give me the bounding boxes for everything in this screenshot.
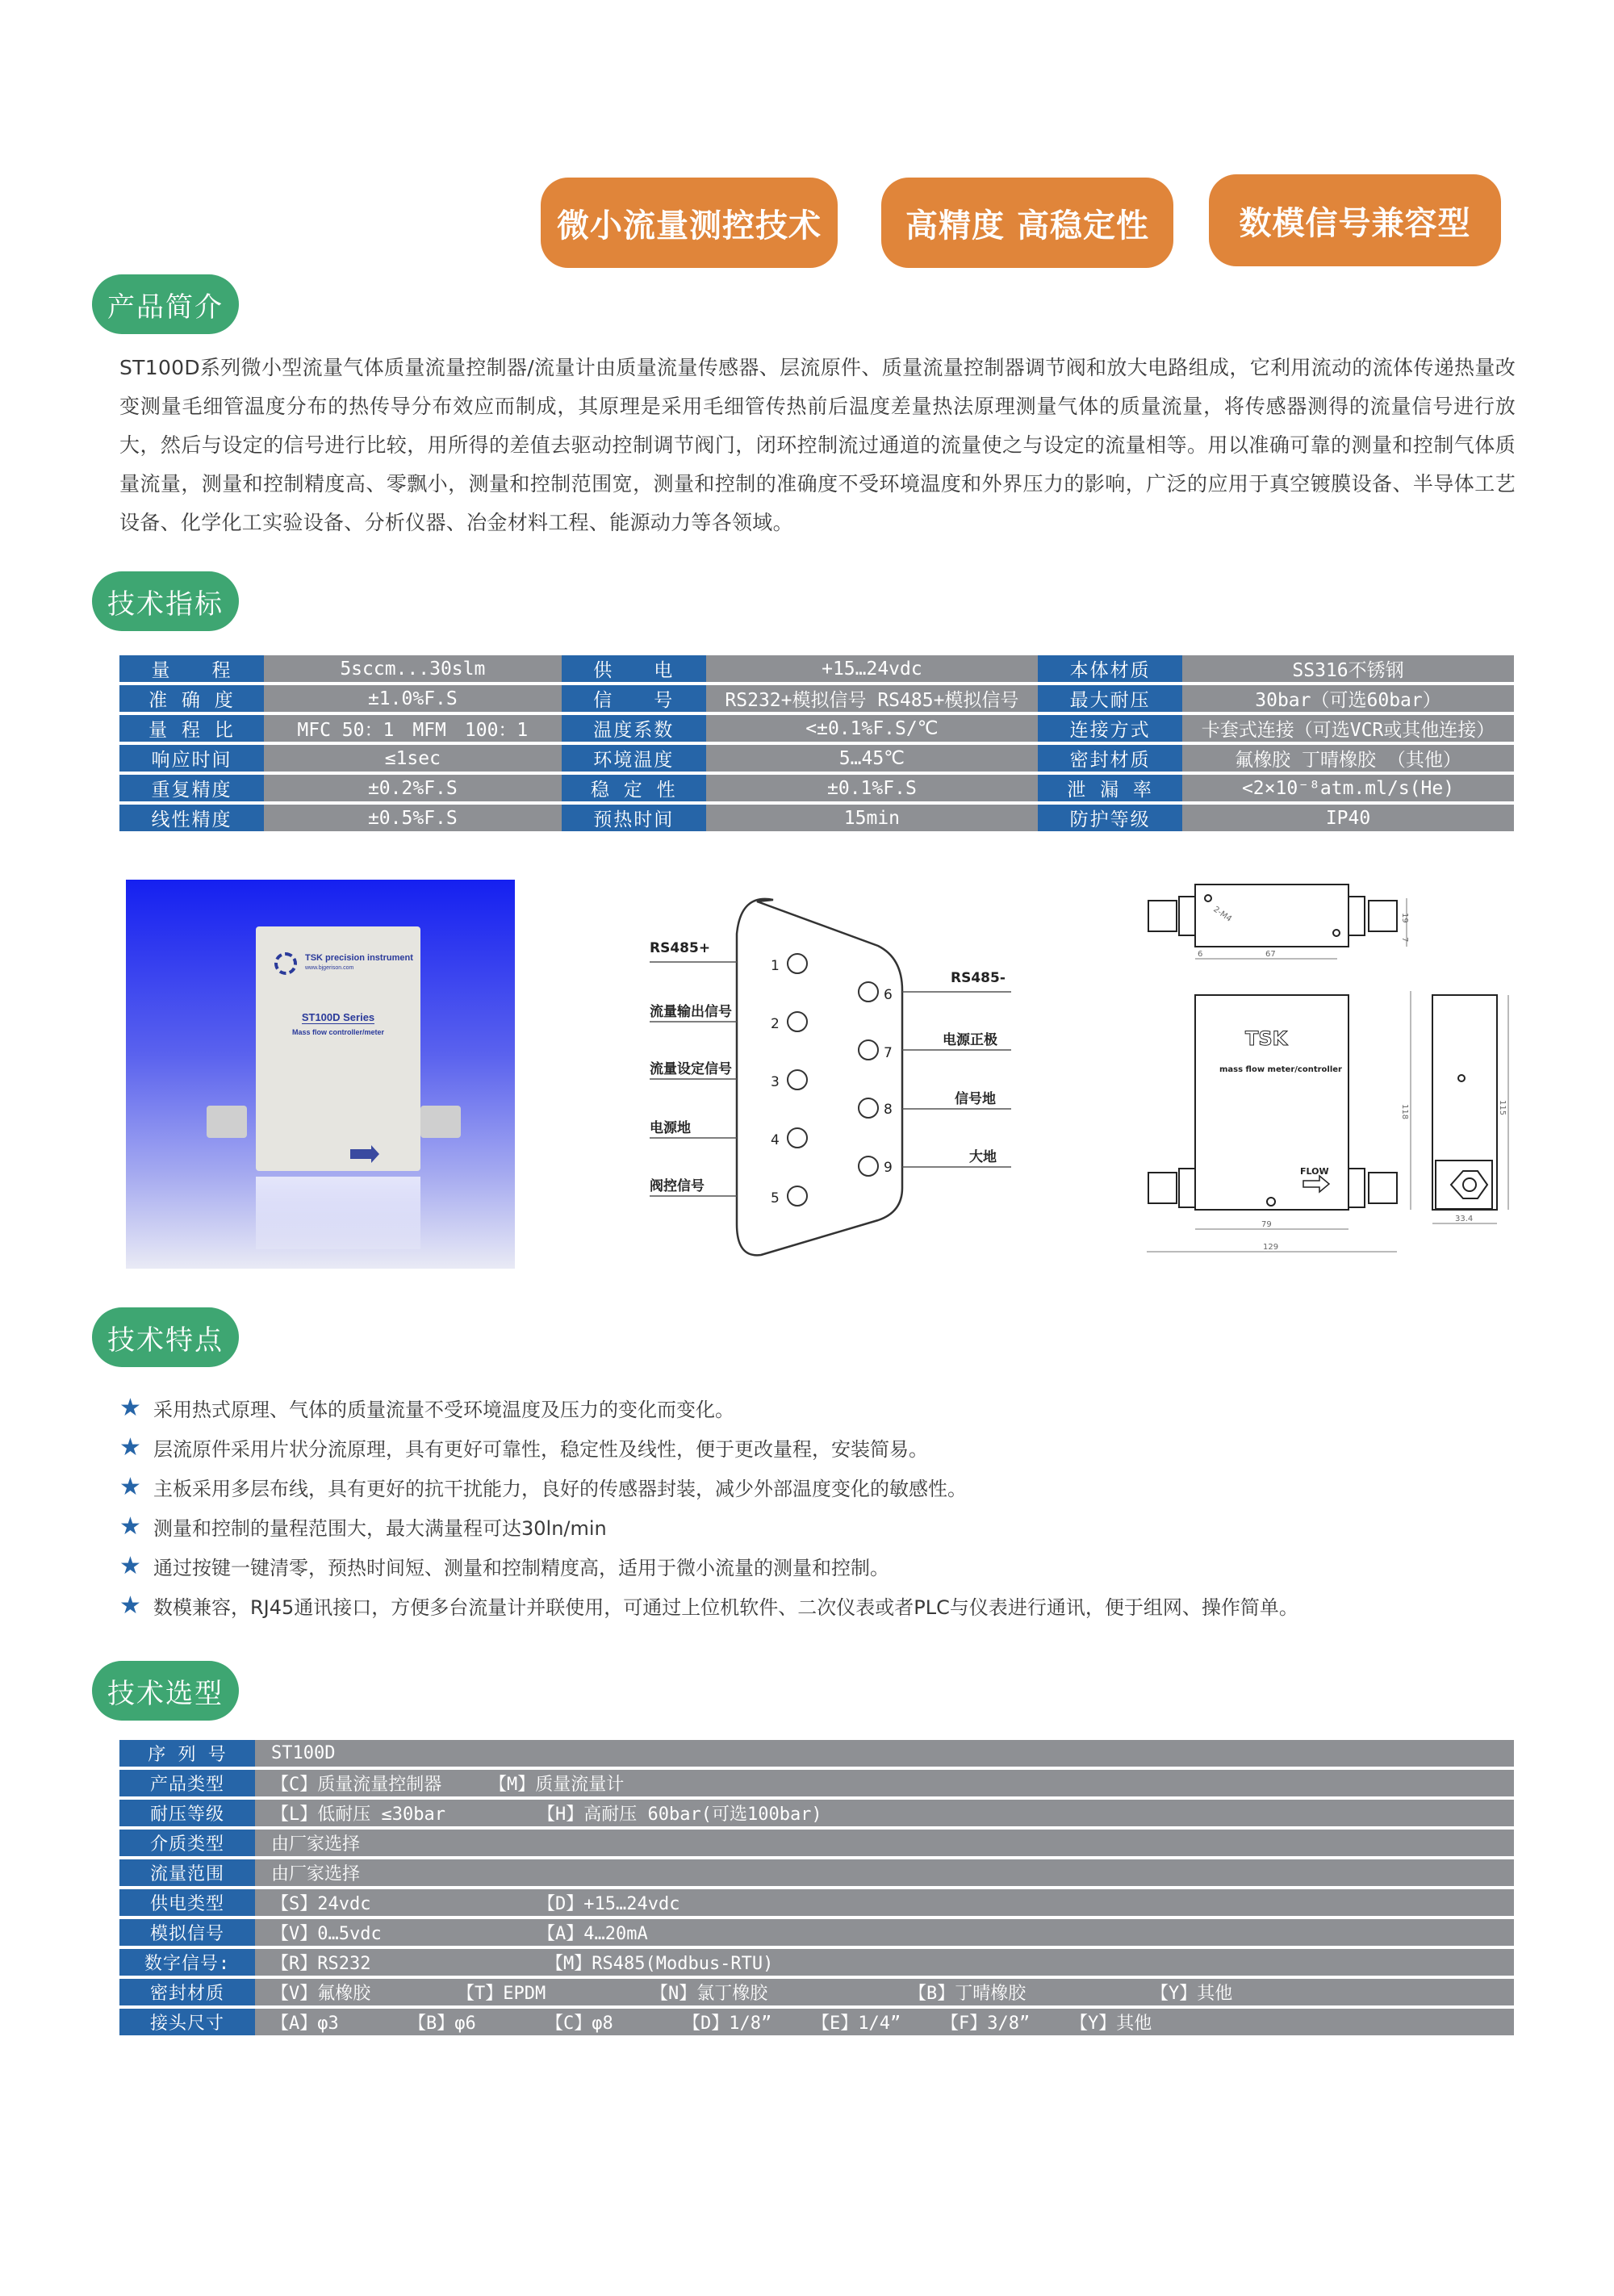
selection-label: 接头尺寸 bbox=[119, 2009, 255, 2035]
selection-label: 密封材质 bbox=[119, 1979, 255, 2005]
selection-option: 【S】24vdc bbox=[271, 1894, 371, 1914]
spec-value: 卡套式连接（可选VCR或其他连接） bbox=[1182, 715, 1514, 742]
spec-row bbox=[119, 685, 1514, 712]
selection-option: 【B】φ6 bbox=[408, 2014, 476, 2034]
selection-options bbox=[255, 1889, 1514, 1916]
pin-number-8: 8 bbox=[884, 1102, 893, 1118]
pin-number-4: 4 bbox=[771, 1132, 780, 1148]
pin-number-3: 3 bbox=[771, 1074, 780, 1090]
selection-option: 【M】质量流量计 bbox=[489, 1775, 625, 1795]
selection-label: 流量范围 bbox=[119, 1859, 255, 1886]
svg-text:19: 19 bbox=[1400, 913, 1409, 923]
svg-text:2-M4: 2-M4 bbox=[1211, 905, 1234, 924]
subtitle-text: Mass flow controller/meter bbox=[291, 1028, 385, 1036]
selection-option: 【B】丁晴橡胶 bbox=[909, 1984, 1027, 2004]
pin-number-6: 6 bbox=[884, 987, 893, 1003]
spec-value: ±0.5%F.S bbox=[264, 805, 562, 831]
section-title-selection: 技术选型 bbox=[92, 1661, 239, 1721]
spec-label: 响应时间 bbox=[119, 745, 264, 772]
selection-row bbox=[119, 1800, 1514, 1826]
pin-number-1: 1 bbox=[771, 958, 780, 974]
spec-value: 15min bbox=[706, 805, 1038, 831]
selection-label: 供电类型 bbox=[119, 1889, 255, 1916]
selection-row bbox=[119, 1949, 1514, 1976]
spec-value: MFC 50：1 MFM 100：1 bbox=[264, 715, 562, 742]
spec-row bbox=[119, 715, 1514, 742]
spec-value: <2×10⁻⁸atm.ml/s(He) bbox=[1182, 775, 1514, 801]
feature-item: ★ 层流原件采用片状分流原理，具有更好可靠性，稳定性及线性，便于更改量程，安装简易。 bbox=[119, 1433, 928, 1462]
section-title-intro: 产品简介 bbox=[92, 274, 239, 334]
selection-row bbox=[119, 1740, 1514, 1767]
svg-text:129: 129 bbox=[1263, 1243, 1279, 1252]
spec-label: 信 号 bbox=[562, 685, 706, 712]
selection-row bbox=[119, 1919, 1514, 1946]
reflection bbox=[256, 1177, 420, 1249]
spec-label: 泄 漏 率 bbox=[1038, 775, 1182, 801]
selection-row bbox=[119, 2009, 1514, 2035]
spec-label: 预热时间 bbox=[562, 805, 706, 831]
spec-label: 线性精度 bbox=[119, 805, 264, 831]
spec-label: 本体材质 bbox=[1038, 655, 1182, 682]
svg-text:79: 79 bbox=[1261, 1220, 1272, 1229]
badge-high-precision: 高精度 高稳定性 bbox=[881, 178, 1173, 268]
outlet-fitting bbox=[420, 1106, 461, 1138]
selection-option: 【D】1/8” bbox=[683, 2014, 772, 2034]
selection-label: 耐压等级 bbox=[119, 1800, 255, 1826]
spec-value: 30bar（可选60bar） bbox=[1182, 685, 1514, 712]
spec-label: 环境温度 bbox=[562, 745, 706, 772]
spec-value: ±0.1%F.S bbox=[706, 775, 1038, 801]
spec-value: 5…45℃ bbox=[706, 745, 1038, 772]
selection-options bbox=[255, 1859, 1514, 1886]
flow-arrow-icon bbox=[1303, 1176, 1329, 1192]
selection-row bbox=[119, 1859, 1514, 1886]
pin-number-2: 2 bbox=[771, 1016, 780, 1032]
selection-option: 由厂家选择 bbox=[271, 1864, 361, 1884]
selection-options bbox=[255, 1830, 1514, 1856]
selection-label: 序 列 号 bbox=[119, 1740, 255, 1767]
spec-label: 准 确 度 bbox=[119, 685, 264, 712]
selection-table bbox=[119, 1737, 1514, 2039]
logo-gear-icon bbox=[274, 952, 297, 975]
svg-text:7: 7 bbox=[1400, 937, 1409, 943]
pin-label-6: RS485- bbox=[951, 970, 1006, 986]
pinout-diagram bbox=[632, 885, 1017, 1259]
spec-value: 5sccm...30slm bbox=[264, 655, 562, 682]
spec-value: IP40 bbox=[1182, 805, 1514, 831]
feature-item: ★ 主板采用多层布线，具有更好的抗干扰能力，良好的传感器封装，减少外部温度变化的敏感性。 bbox=[119, 1473, 967, 1501]
selection-label: 介质类型 bbox=[119, 1830, 255, 1856]
feature-item: ★ 数模兼容，RJ45通讯接口，方便多台流量计并联使用，可通过上位机软件、二次仪表或者PLC与仪表进行通讯，便于组网、操作简单。 bbox=[119, 1591, 1298, 1620]
spec-value: ≤1sec bbox=[264, 745, 562, 772]
pin-number-5: 5 bbox=[771, 1190, 780, 1207]
svg-text:33.4: 33.4 bbox=[1455, 1215, 1474, 1223]
selection-option: 【N】氯丁橡胶 bbox=[650, 1984, 768, 2004]
pin-label-7: 电源正极 bbox=[943, 1032, 997, 1048]
selection-option: 【E】1/4” bbox=[812, 2014, 901, 2034]
selection-label: 产品类型 bbox=[119, 1770, 255, 1796]
spec-label: 重复精度 bbox=[119, 775, 264, 801]
selection-option: 【D】+15…24vdc bbox=[537, 1894, 680, 1914]
spec-row bbox=[119, 775, 1514, 801]
svg-text:118: 118 bbox=[1400, 1104, 1409, 1120]
pin-label-4: 电源地 bbox=[650, 1120, 691, 1136]
selection-option: 【T】EPDM bbox=[457, 1984, 546, 2004]
technical-drawing-icon bbox=[1132, 874, 1536, 1261]
pin-label-8: 信号地 bbox=[955, 1091, 996, 1107]
intro-paragraph: ST100D系列微小型流量气体质量流量控制器/流量计由质量流量传感器、层流原件、质量流量控制器调节阀和放大电路组成，它利用流动的流体传递热量改变测量毛细管温度分布的热传导分布效应而制成，其原理是采用毛细管传热前后温度差量热法原理测量气体的质量流量，将传感器测得的流量信号进行放大，然后与设定的信号进行比较，用所得的差值去驱动控制调节阀门，闭环控制流过通道的流量使之与设定的流量相等。用以准确可靠的测量和控制气体质量流量，测量和控制精度高、零飘小，测量和控制范围宽，测量和控制的准确度不受环境温度和外界压力的影响，广泛的应用于真空镀膜设备、半导体工艺设备、化学化工实验设备、分析仪器、冶金材料工程、能源动力等各领域。 bbox=[119, 356, 1516, 534]
spec-value: RS232+模拟信号 RS485+模拟信号 bbox=[706, 685, 1038, 712]
spec-row bbox=[119, 655, 1514, 682]
spec-label: 温度系数 bbox=[562, 715, 706, 742]
spec-label: 量 程 bbox=[119, 655, 264, 682]
spec-value: ±1.0%F.S bbox=[264, 685, 562, 712]
selection-row bbox=[119, 1979, 1514, 2005]
spec-label: 连接方式 bbox=[1038, 715, 1182, 742]
star-icon: ★ bbox=[119, 1512, 141, 1541]
selection-label: 数字信号: bbox=[119, 1949, 255, 1976]
star-icon: ★ bbox=[119, 1473, 141, 1501]
url-text: www.bjgerison.com bbox=[305, 965, 354, 971]
svg-text:mass flow meter/controller: mass flow meter/controller bbox=[1219, 1065, 1342, 1074]
selection-options bbox=[255, 1770, 1514, 1796]
selection-option: 【C】φ8 bbox=[546, 2014, 613, 2034]
inlet-fitting bbox=[207, 1106, 247, 1138]
spec-value: +15…24vdc bbox=[706, 655, 1038, 682]
spec-value: <±0.1%F.S/℃ bbox=[706, 715, 1038, 742]
star-icon: ★ bbox=[119, 1433, 141, 1462]
selection-option: 【Y】其他 bbox=[1070, 2014, 1152, 2034]
series-text: ST100D Series bbox=[301, 1011, 375, 1023]
spec-table bbox=[119, 652, 1514, 834]
pin-label-5: 阀控信号 bbox=[650, 1178, 705, 1194]
spec-label: 稳 定 性 bbox=[562, 775, 706, 801]
svg-text:FLOW: FLOW bbox=[1300, 1166, 1329, 1177]
pin-label-1: RS485+ bbox=[650, 940, 711, 956]
spec-value: 氟橡胶 丁晴橡胶 （其他） bbox=[1182, 745, 1514, 772]
selection-option: 【A】φ3 bbox=[271, 2014, 339, 2034]
pin-number-7: 7 bbox=[884, 1045, 893, 1061]
feature-list bbox=[119, 1388, 1516, 1625]
product-photo bbox=[126, 880, 515, 1269]
star-icon: ★ bbox=[119, 1394, 141, 1422]
spec-label: 密封材质 bbox=[1038, 745, 1182, 772]
svg-text:TSK: TSK bbox=[1245, 1027, 1288, 1050]
selection-options bbox=[255, 1949, 1514, 1976]
spec-label: 供 电 bbox=[562, 655, 706, 682]
selection-options bbox=[255, 1800, 1514, 1826]
brand-text: TSK precision instrument bbox=[305, 953, 413, 963]
spec-value: SS316不锈钢 bbox=[1182, 655, 1514, 682]
spec-row bbox=[119, 805, 1514, 831]
star-icon: ★ bbox=[119, 1591, 141, 1620]
selection-option: 【A】4…20mA bbox=[537, 1924, 648, 1944]
selection-option: 【M】RS485(Modbus-RTU) bbox=[546, 1954, 774, 1974]
badge-micro-flow: 微小流量测控技术 bbox=[541, 178, 838, 268]
selection-option: 由厂家选择 bbox=[271, 1834, 361, 1855]
selection-option: 【V】0…5vdc bbox=[271, 1924, 382, 1944]
svg-text:6: 6 bbox=[1198, 950, 1203, 959]
flow-arrow-icon bbox=[350, 1149, 371, 1159]
selection-option: 【Y】其他 bbox=[1151, 1984, 1233, 2004]
selection-option: 【L】低耐压 ≤30bar bbox=[271, 1805, 445, 1825]
selection-option: 【H】高耐压 60bar(可选100bar) bbox=[537, 1805, 822, 1825]
selection-option: ST100D bbox=[271, 1743, 336, 1763]
selection-options bbox=[255, 1740, 1514, 1767]
selection-row bbox=[119, 1830, 1514, 1856]
selection-options bbox=[255, 1919, 1514, 1946]
selection-row bbox=[119, 1889, 1514, 1916]
pin-label-3: 流量设定信号 bbox=[650, 1061, 732, 1077]
dimension-drawing bbox=[1132, 874, 1536, 1261]
svg-text:115: 115 bbox=[1498, 1100, 1507, 1116]
pin-label-9: 大地 bbox=[969, 1149, 997, 1165]
spec-row bbox=[119, 745, 1514, 772]
spec-label: 最大耐压 bbox=[1038, 685, 1182, 712]
spec-value: ±0.2%F.S bbox=[264, 775, 562, 801]
feature-item: ★ 采用热式原理、气体的质量流量不受环境温度及压力的变化而变化。 bbox=[119, 1394, 734, 1422]
pin-number-9: 9 bbox=[884, 1160, 893, 1176]
selection-option: 【C】质量流量控制器 bbox=[271, 1775, 442, 1795]
svg-text:67: 67 bbox=[1265, 950, 1276, 959]
feature-item: ★ 测量和控制的量程范围大，最大满量程可达30ln/min bbox=[119, 1512, 607, 1541]
selection-options bbox=[255, 2009, 1514, 2035]
spec-label: 防护等级 bbox=[1038, 805, 1182, 831]
pin-label-2: 流量输出信号 bbox=[650, 1004, 732, 1020]
selection-option: 【V】氟橡胶 bbox=[271, 1984, 371, 2004]
star-icon: ★ bbox=[119, 1552, 141, 1580]
selection-row bbox=[119, 1770, 1514, 1796]
selection-option: 【R】RS232 bbox=[271, 1954, 371, 1974]
section-title-specs: 技术指标 bbox=[92, 571, 239, 631]
spec-label: 量 程 比 bbox=[119, 715, 264, 742]
feature-item: ★ 通过按键一键清零，预热时间短、测量和控制精度高，适用于微小流量的测量和控制。 bbox=[119, 1552, 889, 1580]
selection-option: 【F】3/8” bbox=[941, 2014, 1031, 2034]
selection-options bbox=[255, 1979, 1514, 2005]
section-title-features: 技术特点 bbox=[92, 1307, 239, 1367]
selection-label: 模拟信号 bbox=[119, 1919, 255, 1946]
badge-digital-analog: 数模信号兼容型 bbox=[1209, 174, 1501, 266]
